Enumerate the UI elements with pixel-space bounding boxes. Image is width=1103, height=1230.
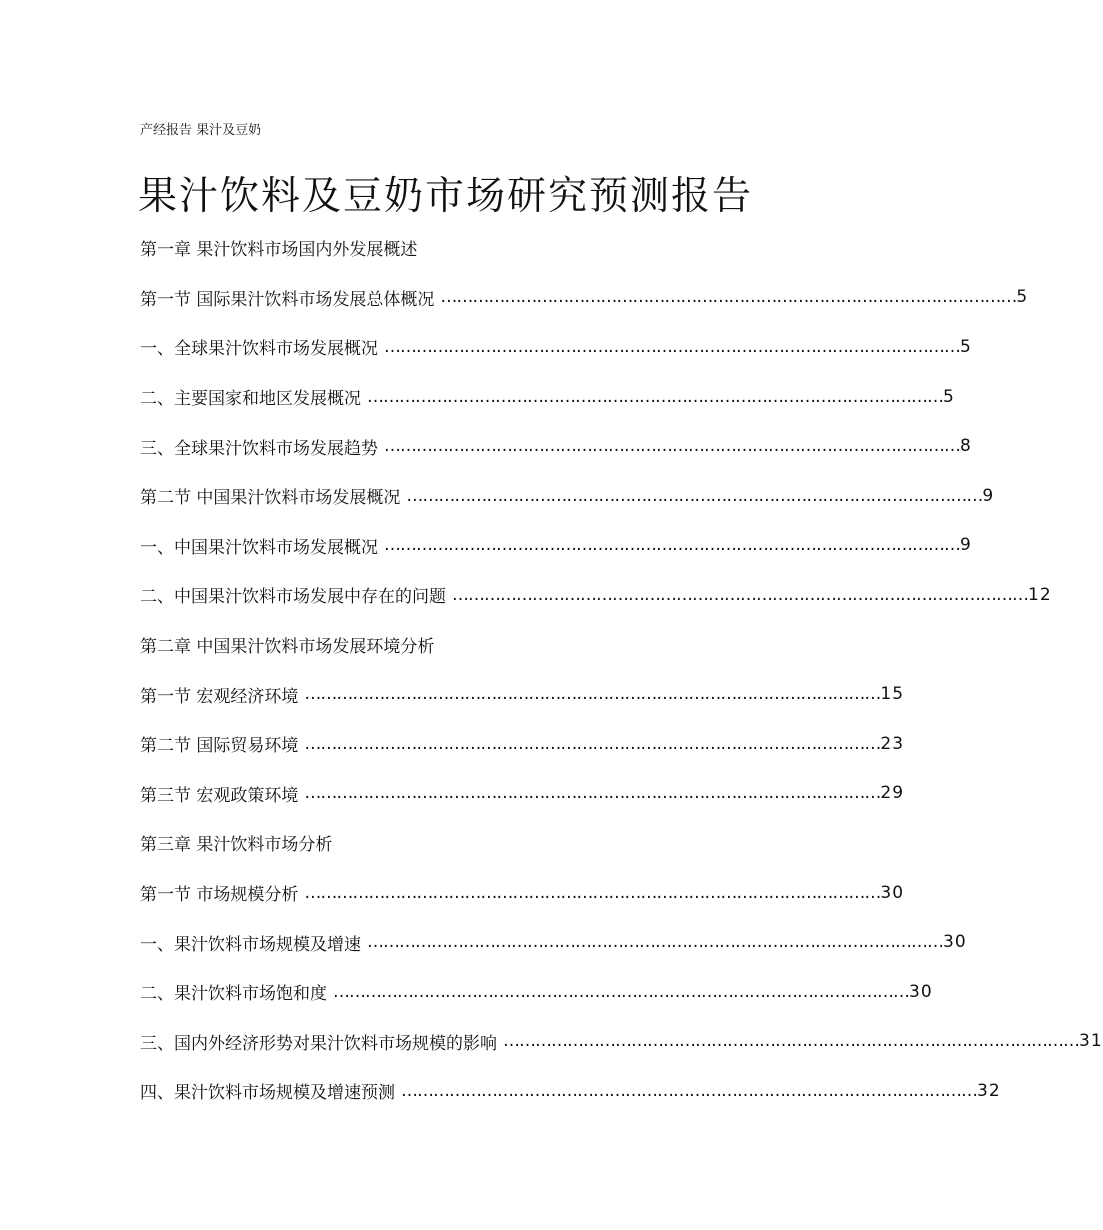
toc-label: 一、全球果汁饮料市场发展概况 xyxy=(140,339,378,360)
toc-leader: ……………………………………………………………………………………………… xyxy=(406,485,983,506)
toc-entry[interactable] xyxy=(140,471,995,521)
toc-page: 31 xyxy=(1079,1031,1103,1052)
toc-label: 第一节 宏观经济环境 xyxy=(140,686,299,707)
toc-label: 三、国内外经济形势对果汁饮料市场规模的影响 xyxy=(140,1033,497,1054)
toc-entry[interactable] xyxy=(140,1066,1001,1116)
toc-leader: ……………………………………………………………………………………………… xyxy=(304,684,881,705)
toc-label: 第一章 果汁饮料市场国内外发展概述 xyxy=(140,240,418,261)
toc-entry[interactable] xyxy=(140,421,972,471)
document-title: 果汁饮料及豆奶市场研究预测报告 xyxy=(138,174,754,219)
toc-leader: ……………………………………………………………………………………………… xyxy=(304,733,881,754)
toc-label: 二、果汁饮料市场饱和度 xyxy=(140,984,327,1005)
toc-chapter[interactable] xyxy=(140,223,734,273)
toc-page: 30 xyxy=(909,981,933,1002)
toc-page: 32 xyxy=(977,1080,1001,1101)
toc-leader: ……………………………………………………………………………………………… xyxy=(503,1031,1079,1052)
toc-entry[interactable] xyxy=(140,967,933,1017)
toc-label: 第一节 市场规模分析 xyxy=(140,885,299,906)
toc-label: 第三章 果汁饮料市场分析 xyxy=(140,835,333,856)
toc-leader: ……………………………………………………………………………………………… xyxy=(367,932,943,953)
toc-label: 第一节 国际果汁饮料市场发展总体概况 xyxy=(140,289,435,310)
toc-label: 第二节 中国果汁饮料市场发展概况 xyxy=(140,488,401,509)
toc-label: 第二章 中国果汁饮料市场发展环境分析 xyxy=(140,637,435,658)
toc-label: 二、中国果汁饮料市场发展中存在的问题 xyxy=(140,587,446,608)
toc-chapter[interactable] xyxy=(140,620,734,670)
toc-page: 5 xyxy=(1016,287,1029,308)
table-of-contents xyxy=(140,223,1103,1116)
toc-label: 四、果汁饮料市场规模及增速预测 xyxy=(140,1083,395,1104)
toc-leader: ……………………………………………………………………………………………… xyxy=(401,1080,977,1101)
toc-leader: ……………………………………………………………………………………………… xyxy=(384,336,960,357)
toc-page: 30 xyxy=(943,932,967,953)
toc-label: 第三节 宏观政策环境 xyxy=(140,785,299,806)
toc-page: 9 xyxy=(982,485,995,506)
toc-leader: ……………………………………………………………………………………………… xyxy=(304,882,881,903)
toc-page: 9 xyxy=(960,535,972,556)
toc-label: 第二节 国际贸易环境 xyxy=(140,736,299,757)
toc-label: 三、全球果汁饮料市场发展趋势 xyxy=(140,438,378,459)
toc-page: 8 xyxy=(960,436,972,457)
toc-label: 一、中国果汁饮料市场发展概况 xyxy=(140,537,378,558)
toc-entry[interactable] xyxy=(140,273,1029,323)
toc-leader: ……………………………………………………………………………………………… xyxy=(333,981,909,1002)
toc-label: 二、主要国家和地区发展概况 xyxy=(140,389,361,410)
toc-page: 15 xyxy=(880,684,905,705)
toc-page: 23 xyxy=(880,733,905,754)
toc-page: 30 xyxy=(880,882,905,903)
toc-leader: ……………………………………………………………………………………………… xyxy=(384,436,960,457)
toc-label: 一、果汁饮料市场规模及增速 xyxy=(140,934,361,955)
toc-leader: ……………………………………………………………………………………………… xyxy=(384,535,960,556)
toc-entry[interactable] xyxy=(140,719,905,769)
toc-entry[interactable] xyxy=(140,917,967,967)
toc-entry[interactable] xyxy=(140,570,1052,620)
toc-entry[interactable] xyxy=(140,769,905,819)
toc-chapter[interactable] xyxy=(140,818,734,868)
toc-leader: ……………………………………………………………………………………………… xyxy=(304,783,881,804)
toc-entry[interactable] xyxy=(140,521,972,571)
toc-leader: ……………………………………………………………………………………………… xyxy=(367,386,943,407)
toc-page: 5 xyxy=(960,336,972,357)
toc-entry[interactable] xyxy=(140,669,905,719)
toc-entry[interactable] xyxy=(140,1017,1103,1067)
toc-entry[interactable] xyxy=(140,372,955,422)
toc-page: 5 xyxy=(943,386,955,407)
running-header: 产经报告 果汁及豆奶 xyxy=(140,123,262,138)
toc-entry[interactable] xyxy=(140,322,972,372)
toc-entry[interactable] xyxy=(140,868,905,918)
toc-page: 29 xyxy=(880,783,905,804)
toc-leader: ……………………………………………………………………………………………… xyxy=(440,287,1017,308)
toc-page: 12 xyxy=(1028,584,1052,605)
toc-leader: ……………………………………………………………………………………………… xyxy=(452,584,1028,605)
